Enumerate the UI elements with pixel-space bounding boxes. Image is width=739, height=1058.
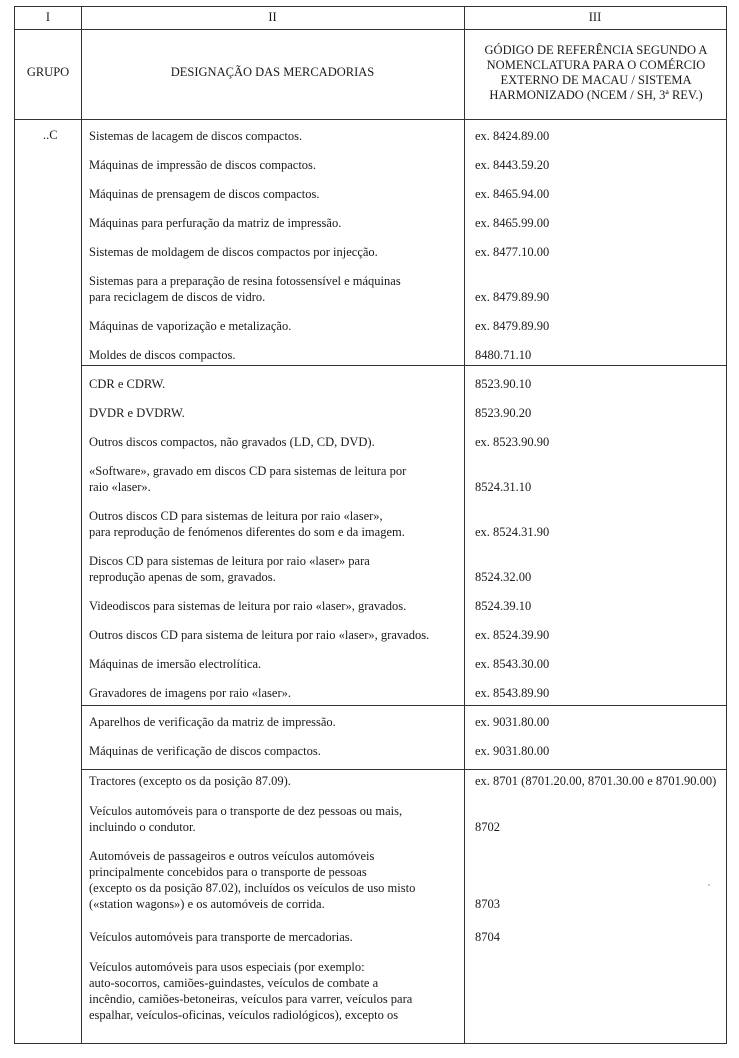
description-line: Sistemas de lacagem de discos compactos. bbox=[89, 129, 303, 143]
row-code: ex. 8524.31.90 bbox=[475, 525, 550, 539]
column-numeral-3: III bbox=[588, 10, 602, 24]
row-code: ex. 8479.89.90 bbox=[475, 319, 550, 333]
description-line: («station wagons») e os automóveis de corrida. bbox=[89, 897, 325, 911]
description-line: Aparelhos de verificação da matriz de impressão. bbox=[89, 715, 336, 729]
description-line: auto-socorros, camiões-guindastes, veículos de combate a bbox=[89, 976, 379, 990]
row-code: 8524.39.10 bbox=[475, 599, 532, 613]
row-description bbox=[89, 773, 463, 789]
row-code: ex. 8701 (8701.20.00, 8701.30.00 e 8701.90.00) bbox=[475, 774, 717, 788]
description-line: CDR e CDRW. bbox=[89, 377, 166, 391]
code-title-line: HARMONIZADO (NCEM / SH, 3ª REV.) bbox=[489, 88, 703, 102]
header-bottom-rule bbox=[15, 119, 726, 120]
row-description bbox=[89, 598, 463, 614]
description-line: Videodiscos para sistemas de leitura por raio «laser», gravados. bbox=[89, 599, 407, 613]
row-code: ex. 9031.80.00 bbox=[475, 715, 550, 729]
description-line: espalhar, veículos-oficinas, veículos radiológicos), excepto os bbox=[89, 1008, 399, 1022]
description-line: Outros discos CD para sistemas de leitura por raio «laser», bbox=[89, 509, 383, 523]
row-code: ex. 8424.89.00 bbox=[475, 129, 550, 143]
row-description bbox=[89, 959, 463, 1023]
description-line: Sistemas de moldagem de discos compactos por injecção. bbox=[89, 245, 378, 259]
column-title-group: GRUPO bbox=[26, 65, 70, 79]
description-line: Gravadores de imagens por raio «laser». bbox=[89, 686, 292, 700]
row-code: 8704 bbox=[475, 930, 500, 944]
description-line: Tractores (excepto os da posição 87.09). bbox=[89, 774, 291, 788]
description-line: Moldes de discos compactos. bbox=[89, 348, 236, 362]
row-code: ex. 8477.10.00 bbox=[475, 245, 550, 259]
description-line: Máquinas de vaporização e metalização. bbox=[89, 319, 292, 333]
column-divider-2 bbox=[464, 7, 465, 1043]
section-rule-1 bbox=[81, 365, 726, 366]
row-description bbox=[89, 273, 463, 305]
column-title-designation: DESIGNAÇÃO DAS MERCADORIAS bbox=[170, 65, 375, 79]
column-divider-1 bbox=[81, 7, 82, 1043]
description-line: Veículos automóveis para transporte de mercadorias. bbox=[89, 930, 353, 944]
row-description bbox=[89, 347, 463, 363]
description-line: Máquinas para perfuração da matriz de impressão. bbox=[89, 216, 342, 230]
row-description bbox=[89, 215, 463, 231]
row-code: 8480.71.10 bbox=[475, 348, 532, 362]
row-description bbox=[89, 553, 463, 585]
row-code: ex. 8523.90.90 bbox=[475, 435, 550, 449]
scan-speck bbox=[708, 884, 710, 886]
row-description bbox=[89, 627, 463, 643]
row-code: 8702 bbox=[475, 820, 500, 834]
description-line: Outros discos CD para sistema de leitura por raio «laser», gravados. bbox=[89, 628, 430, 642]
row-description bbox=[89, 186, 463, 202]
row-description bbox=[89, 656, 463, 672]
column-numeral-1: I bbox=[45, 10, 51, 24]
description-line: para reciclagem de discos de vidro. bbox=[89, 290, 266, 304]
description-line: Veículos automóveis para usos especiais (por exemplo: bbox=[89, 960, 365, 974]
code-title-line: EXTERNO DE MACAU / SISTEMA bbox=[500, 73, 692, 87]
row-code: 8524.32.00 bbox=[475, 570, 532, 584]
row-code: ex. 8479.89.90 bbox=[475, 290, 550, 304]
code-title-line: GÓDIGO DE REFERÊNCIA SEGUNDO A bbox=[484, 43, 708, 57]
description-line: Sistemas para a preparação de resina fotossensível e máquinas bbox=[89, 274, 401, 288]
description-line: para reprodução de fenómenos diferentes do som e da imagem. bbox=[89, 525, 405, 539]
row-description bbox=[89, 318, 463, 334]
column-numeral-2: II bbox=[268, 10, 277, 24]
row-description bbox=[89, 508, 463, 540]
row-description bbox=[89, 244, 463, 260]
description-line: Máquinas de imersão electrolítica. bbox=[89, 657, 262, 671]
row-code: ex. 9031.80.00 bbox=[475, 744, 550, 758]
description-line: Automóveis de passageiros e outros veículos automóveis bbox=[89, 849, 375, 863]
row-description bbox=[89, 743, 463, 759]
row-description bbox=[89, 848, 463, 912]
group-label: ..C bbox=[43, 128, 58, 142]
row-description bbox=[89, 157, 463, 173]
description-line: incluindo o condutor. bbox=[89, 820, 196, 834]
row-description bbox=[89, 128, 463, 144]
row-description bbox=[89, 434, 463, 450]
description-line: (excepto os da posição 87.02), incluídos os veículos de uso misto bbox=[89, 881, 416, 895]
section-rule-2 bbox=[81, 705, 726, 706]
row-code: ex. 8465.99.00 bbox=[475, 216, 550, 230]
row-description bbox=[89, 405, 463, 421]
description-line: Máquinas de verificação de discos compactos. bbox=[89, 744, 321, 758]
description-line: DVDR e DVDRW. bbox=[89, 406, 185, 420]
description-line: Outros discos compactos, não gravados (LD, CD, DVD). bbox=[89, 435, 375, 449]
column-title-code bbox=[467, 43, 725, 103]
row-description bbox=[89, 803, 463, 835]
row-code: 8523.90.20 bbox=[475, 406, 532, 420]
description-line: Máquinas de impressão de discos compactos. bbox=[89, 158, 317, 172]
row-code: ex. 8524.39.90 bbox=[475, 628, 550, 642]
description-line: «Software», gravado em discos CD para sistemas de leitura por bbox=[89, 464, 407, 478]
row-description bbox=[89, 929, 463, 945]
row-code: ex. 8543.30.00 bbox=[475, 657, 550, 671]
row-code: 8703 bbox=[475, 897, 500, 911]
row-code: 8523.90.10 bbox=[475, 377, 532, 391]
row-description bbox=[89, 685, 463, 701]
row-code: ex. 8543.89.90 bbox=[475, 686, 550, 700]
row-code: ex. 8465.94.00 bbox=[475, 187, 550, 201]
tariff-table bbox=[14, 6, 727, 1044]
description-line: raio «laser». bbox=[89, 480, 151, 494]
row-code: 8524.31.10 bbox=[475, 480, 532, 494]
row-description bbox=[89, 463, 463, 495]
section-rule-3 bbox=[81, 769, 726, 770]
code-title-line: NOMENCLATURA PARA O COMÉRCIO bbox=[486, 58, 706, 72]
description-line: incêndio, camiões-betoneiras, veículos para varrer, veículos para bbox=[89, 992, 413, 1006]
description-line: Discos CD para sistemas de leitura por raio «laser» para bbox=[89, 554, 370, 568]
description-line: Máquinas de prensagem de discos compactos. bbox=[89, 187, 320, 201]
row-code: ex. 8443.59.20 bbox=[475, 158, 550, 172]
row-description bbox=[89, 376, 463, 392]
numeral-row-rule bbox=[15, 29, 726, 30]
description-line: principalmente concebidos para o transporte de pessoas bbox=[89, 865, 367, 879]
row-description bbox=[89, 714, 463, 730]
description-line: reprodução apenas de som, gravados. bbox=[89, 570, 276, 584]
description-line: Veículos automóveis para o transporte de dez pessoas ou mais, bbox=[89, 804, 403, 818]
